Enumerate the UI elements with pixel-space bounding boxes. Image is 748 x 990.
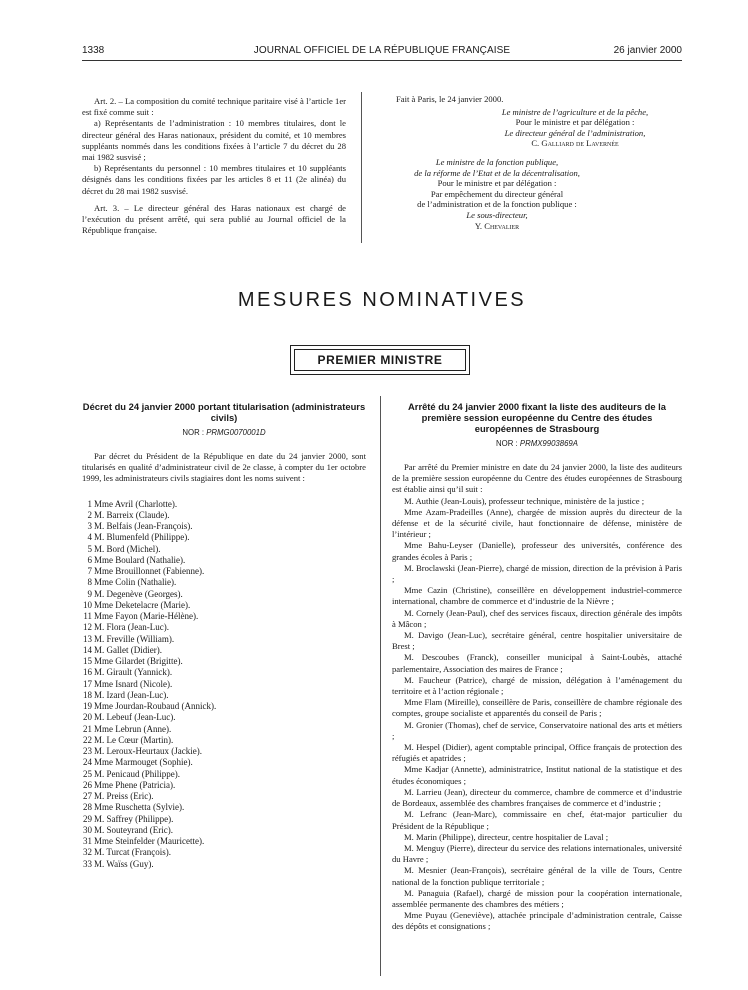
list-item-number: 24: [83, 757, 92, 768]
decree-intro: Par décret du Président de la République en date du 24 janvier 2000, sont titularisés en qualité d’administrateur civil de 2e classe, à compter du 1er octobre 1999, les administrateurs civils stagiaires dont les noms suivent :: [82, 451, 366, 484]
list-item: [82, 735, 366, 746]
auditor-entry: M. Lefranc (Jean-Marc), commissaire en chef, état-major particulier du Président de la République ;: [392, 809, 682, 831]
auditor-entry: Mme Flam (Mireille), conseillère de Paris, conseillère de chambre régionale des comptes, groupe socialiste et apparentés du conseil de Paris ;: [392, 697, 682, 719]
nor-reference: [82, 428, 366, 437]
auditor-entry: Mme Kadjar (Annette), administratrice, Institut national de la statistique et des études économiques ;: [392, 764, 682, 786]
list-item-number: 4: [87, 532, 92, 543]
sig2-line: Le ministre de la fonction publique,: [435, 156, 559, 167]
list-item-name: M. Turcat (François).: [94, 847, 171, 858]
auditor-entry: M. Descoubes (Franck), conseiller municipal à Saint-Loubès, attaché parlementaire, Association des maires de France ;: [392, 652, 682, 674]
list-item-number: 22: [83, 734, 92, 745]
nor-label: NOR :: [496, 439, 518, 448]
auditor-entry: M. Authie (Jean-Louis), professeur technique, ministère de la justice ;: [404, 495, 645, 506]
list-item-name: M. Waïss (Guy).: [94, 858, 154, 869]
sig2-line: de l’administration et de la fonction publique :: [417, 199, 577, 210]
list-item: [82, 577, 366, 588]
list-item-number: 33: [83, 858, 92, 869]
list-item-name: Mme Ruschetta (Sylvie).: [94, 802, 185, 813]
decree-intro-wrap: [82, 451, 366, 485]
article-2-a: a) Représentants de l’administration : 10 membres titulaires, dont le directeur général des Haras nationaux, président du comité, et 10 membres suppléants nommés dans les conditions fixées à l’article 7 du décret du 28 mai 1982 susvisé ;: [82, 118, 346, 163]
list-item: [82, 499, 366, 510]
list-item: [82, 555, 366, 566]
sig2-line: Le sous-directeur,: [466, 209, 528, 220]
list-item-number: 30: [83, 824, 92, 835]
list-item: [82, 825, 366, 836]
list-item-name: M. Bord (Michel).: [94, 543, 161, 554]
sig1-line: Le ministre de l’agriculture et de la pêche,: [501, 106, 649, 117]
signature-agriculture: [468, 107, 682, 149]
auditor-entry: M. Larrieu (Jean), directeur du commerce, chambre de commerce et d’industrie de Bordeaux, assemblée des chambres françaises de commerce et d’industrie ;: [392, 786, 682, 809]
list-item-name: M. Penicaud (Philippe).: [94, 768, 180, 779]
auditor-entry: Mme Puyau (Geneviève), attachée principale d’administration centrale, Caisse des dépôts et consignations ;: [392, 910, 682, 932]
list-item-name: M. Blumenfeld (Philippe).: [94, 532, 190, 543]
list-item: [82, 757, 366, 768]
list-item-number: 3: [87, 521, 92, 532]
list-item-number: 26: [83, 779, 92, 790]
list-item: [82, 622, 366, 633]
list-item-name: M. Belfais (Jean-François).: [94, 521, 193, 532]
auditor-entry: M. Menguy (Pierre), directeur du service des relations internationales, université du Havre ;: [392, 842, 682, 865]
nor-code: PRMX9903869A: [519, 439, 578, 448]
arrete-title: Arrêté du 24 janvier 2000 fixant la liste des auditeurs de la première session européenne du Centre des études européennes de Strasbourg: [408, 401, 666, 434]
list-item-number: 2: [87, 509, 92, 520]
sig2-line: Pour le ministre et par délégation :: [437, 178, 557, 189]
list-item: [82, 780, 366, 791]
list-item: [82, 859, 366, 870]
list-item: [82, 532, 366, 543]
sig1-signatory: C. Galliard de Lavernée: [531, 138, 619, 149]
list-item-name: Mme Deketelacre (Marie).: [94, 599, 191, 610]
nor-code: PRMG0070001D: [206, 428, 266, 437]
article-2: Art. 2. – La composition du comité technique paritaire visé à l’article 1er est fixé comme suit :: [82, 96, 346, 118]
article-3: Art. 3. – Le directeur général des Haras nationaux est chargé de l’exécution du présent arrêté, qui sera publié au Journal officiel de la République française.: [82, 202, 346, 236]
list-item-number: 10: [83, 599, 92, 610]
list-item: [82, 690, 366, 701]
list-item: [82, 679, 366, 690]
list-item: [82, 656, 366, 667]
list-item-number: 32: [83, 847, 92, 858]
list-item-name: Mme Boulard (Nathalie).: [94, 554, 186, 565]
list-item: [82, 814, 366, 825]
list-item-name: M. Degenève (Georges).: [94, 588, 183, 599]
auditor-entry: Mme Azam-Pradeilles (Anne), chargée de mission auprès du directeur de la défense et de la sécurité civile, haut fonctionnaire de défense, ministère de l’intérieur ;: [392, 506, 682, 540]
list-item-number: 13: [83, 633, 92, 644]
journal-title: JOURNAL OFFICIEL DE LA RÉPUBLIQUE FRANÇAISE: [253, 45, 511, 56]
list-item-number: 25: [83, 768, 92, 779]
article-2-b: b) Représentants du personnel : 10 membres titulaires et 10 suppléants désignés dans les conditions fixées par les articles 8 et 11 (2e alinéa) du décret du 28 mai 1982 susvisé.: [82, 163, 346, 196]
list-item: [82, 769, 366, 780]
list-item-number: 17: [83, 678, 92, 689]
ministry-label: PREMIER MINISTRE: [294, 349, 466, 371]
list-item-number: 11: [83, 611, 92, 622]
auditor-entry: M. Faucheur (Patrice), chargé de mission, délégation à l’aménagement du territoire et à l’action régionale ;: [392, 674, 682, 697]
list-item-number: 7: [87, 566, 92, 577]
nor-label: NOR :: [182, 428, 205, 437]
list-item-number: 6: [87, 554, 92, 565]
list-item-name: M. Gallet (Didier).: [94, 644, 162, 655]
list-item: [82, 600, 366, 611]
list-item-name: Mme Steinfelder (Mauricette).: [94, 836, 205, 847]
auditor-entry: M. Mesnier (Jean-François), secrétaire général de la ville de Tours, Centre national de la fonction publique territoriale ;: [392, 865, 682, 887]
list-item: [82, 847, 366, 858]
list-item: [82, 724, 366, 735]
decree-titularisation: [82, 401, 366, 870]
header-rule: [82, 60, 682, 61]
auditor-entry: Mme Cazin (Christine), conseillère en développement industriel-commerce international, chambre de commerce et d’industrie de la Nièvre ;: [392, 585, 682, 607]
signature-fonction-publique: [372, 157, 622, 231]
list-item-name: M. Izard (Jean-Luc).: [94, 689, 169, 700]
list-item-number: 14: [83, 644, 92, 655]
names-list: [82, 499, 366, 870]
list-item-name: Mme Fayon (Marie-Hélène).: [94, 611, 199, 622]
sig2-line: de la réforme de l’Etat et de la décentralisation,: [414, 167, 580, 178]
column-divider-bottom: [380, 396, 381, 976]
list-item-name: Mme Brouillonnet (Fabienne).: [94, 566, 205, 577]
list-item: [82, 802, 366, 813]
ministry-box: [290, 345, 470, 375]
auditor-entry: M. Hespel (Didier), agent comptable principal, Office français de protection des réfugiés et apatrides ;: [392, 742, 682, 764]
list-item-number: 1: [87, 498, 92, 509]
auditor-entry: M. Marin (Philippe), directeur, centre hospitalier de Laval ;: [404, 831, 609, 842]
list-item-number: 9: [87, 588, 92, 599]
list-item-number: 29: [83, 813, 92, 824]
list-item-name: Mme Gilardet (Brigitte).: [94, 656, 183, 667]
signature-block: [372, 94, 682, 231]
list-item: [82, 712, 366, 723]
section-title: MESURES NOMINATIVES: [237, 289, 527, 311]
list-item: [82, 521, 366, 532]
auditor-entry: M. Gronier (Thomas), chef de service, Conservatoire national des arts et métiers ;: [392, 719, 682, 741]
column-divider-top: [361, 92, 362, 243]
list-item-number: 28: [83, 802, 92, 813]
list-item-name: Mme Isnard (Nicole).: [94, 678, 173, 689]
list-item: [82, 566, 366, 577]
list-item-name: M. Freville (William).: [94, 633, 175, 644]
arrete-body: [392, 462, 682, 933]
decree-title: Décret du 24 janvier 2000 portant titularisation (administrateurs civils): [82, 401, 366, 423]
list-item: [82, 667, 366, 678]
list-item-name: Mme Jourdan-Roubaud (Annick).: [94, 701, 217, 712]
list-item-number: 16: [83, 667, 92, 678]
list-item-name: Mme Avril (Charlotte).: [94, 498, 178, 509]
list-item-number: 12: [83, 622, 92, 633]
list-item-name: Mme Lebrun (Anne).: [94, 723, 172, 734]
auditors-list: [392, 496, 682, 933]
list-item-number: 5: [87, 543, 92, 554]
issue-date: 26 janvier 2000: [613, 45, 682, 56]
page-header: [82, 45, 682, 59]
list-item-name: M. Souteyrand (Eric).: [94, 824, 173, 835]
list-item-number: 15: [83, 656, 92, 667]
list-item: [82, 836, 366, 847]
auditor-entry: M. Cornely (Jean-Paul), chef des services fiscaux, direction générale des impôts à Mâcon ;: [392, 607, 682, 629]
list-item: [82, 791, 366, 802]
auditor-entry: M. Panaguia (Rafael), chargé de mission pour la coopération internationale, assemblée permanente des chambres des métiers ;: [392, 887, 682, 909]
sig1-line: Pour le ministre et par délégation :: [515, 117, 635, 128]
list-item: [82, 645, 366, 656]
auditor-entry: M. Davigo (Jean-Luc), secrétaire général, centre hospitalier universitaire de Brest ;: [392, 630, 682, 652]
arrete-intro: Par arrêté du Premier ministre en date du 24 janvier 2000, la liste des auditeurs de la première session européenne du Centre des études européennes de Strasbourg est établie ainsi qu’il suit :: [392, 462, 682, 495]
list-item: [82, 746, 366, 757]
list-item-name: M. Barreix (Claude).: [94, 509, 170, 520]
list-item-number: 23: [83, 746, 92, 757]
list-item-name: Mme Phene (Patricia).: [94, 779, 176, 790]
page-number: 1338: [82, 45, 105, 56]
arrete-auditeurs: [392, 401, 682, 933]
list-item-number: 27: [83, 791, 92, 802]
list-item-name: M. Girault (Yannick).: [94, 667, 173, 678]
list-item: [82, 544, 366, 555]
list-item: [82, 510, 366, 521]
list-item-number: 8: [87, 577, 92, 588]
list-item: [82, 589, 366, 600]
list-item: [82, 611, 366, 622]
list-item-name: M. Leroux-Heurtaux (Jackie).: [94, 746, 202, 757]
list-item-number: 21: [83, 723, 92, 734]
list-item-name: M. Lebeuf (Jean-Luc).: [94, 712, 176, 723]
sig2-signatory: Y. Chevalier: [474, 220, 520, 231]
list-item-name: Mme Marmouget (Sophie).: [94, 757, 193, 768]
list-item-number: 18: [83, 689, 92, 700]
list-item-number: 19: [83, 701, 92, 712]
sig2-line: Par empêchement du directeur général: [430, 188, 564, 199]
signing-place-date: Fait à Paris, le 24 janvier 2000.: [396, 94, 504, 104]
list-item-number: 20: [83, 712, 92, 723]
list-item-name: M. Le Cœur (Martin).: [94, 734, 174, 745]
list-item: [82, 634, 366, 645]
articles-block: [82, 96, 346, 236]
list-item-number: 31: [83, 836, 92, 847]
list-item-name: M. Saffrey (Philippe).: [94, 813, 174, 824]
auditor-entry: Mme Bahu-Leyser (Danielle), professeur des universités, conférence des grandes écoles à Paris ;: [392, 540, 682, 562]
list-item-name: Mme Colin (Nathalie).: [94, 577, 177, 588]
nor-reference: [392, 439, 682, 448]
list-item: [82, 701, 366, 712]
auditor-entry: M. Broclawski (Jean-Pierre), chargé de mission, direction de la prévision à Paris ;: [392, 562, 682, 585]
list-item-name: M. Flora (Jean-Luc).: [94, 622, 169, 633]
sig1-line: Le directeur général de l’administration,: [504, 127, 646, 138]
list-item-name: M. Preiss (Eric).: [94, 791, 154, 802]
